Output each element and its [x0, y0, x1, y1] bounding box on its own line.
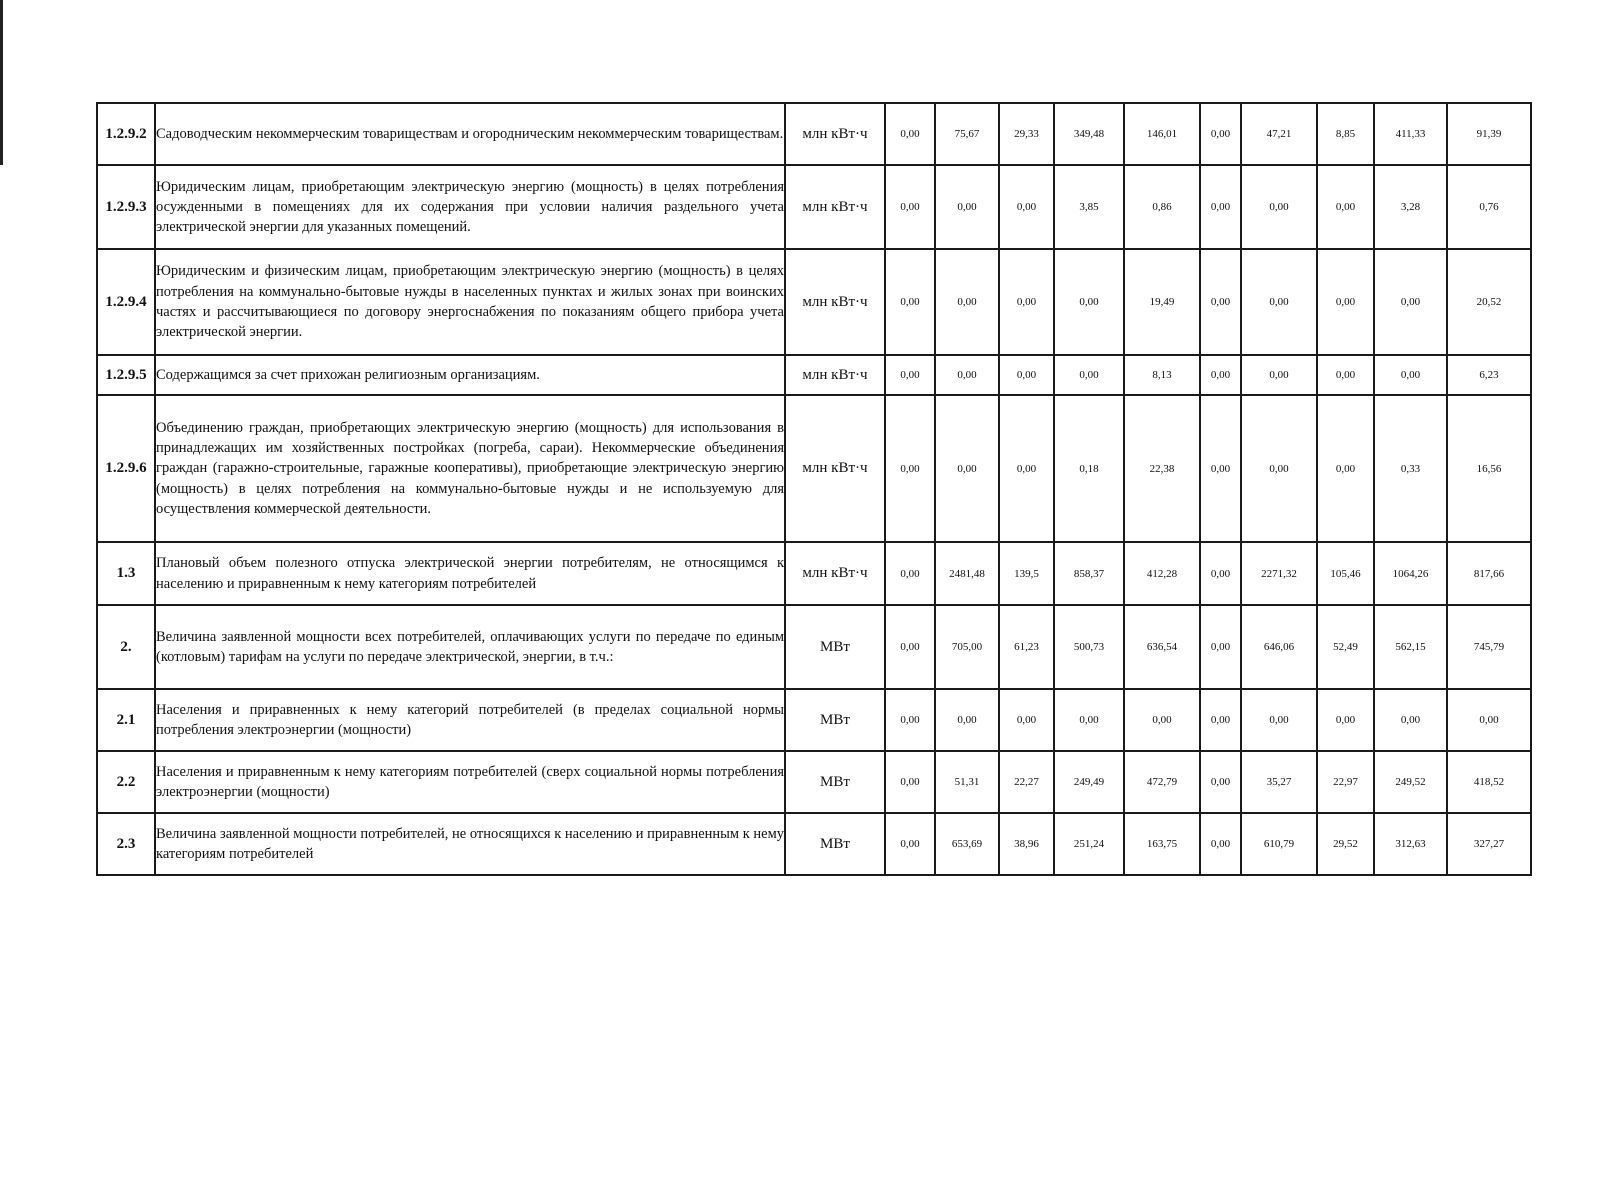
value-cell: 0,00 — [1241, 689, 1317, 751]
value-cell: 0,00 — [885, 813, 935, 875]
value-cell: 0,00 — [935, 249, 999, 355]
value-cell: 0,00 — [1200, 542, 1241, 605]
row-description: Плановый объем полезного отпуска электрической энергии потребителям, не относящимся к населению и приравненным к нему категориям потребителей — [155, 542, 785, 605]
value-cell: 61,23 — [999, 605, 1054, 689]
table-row — [97, 249, 1531, 355]
value-cell: 0,00 — [935, 395, 999, 542]
value-cell: 312,63 — [1374, 813, 1447, 875]
value-cell: 0,00 — [999, 395, 1054, 542]
row-number: 1.2.9.4 — [97, 249, 155, 355]
value-cell: 22,27 — [999, 751, 1054, 813]
table-row — [97, 605, 1531, 689]
value-cell: 0,00 — [999, 355, 1054, 395]
value-cell: 0,00 — [999, 249, 1054, 355]
value-cell: 52,49 — [1317, 605, 1374, 689]
value-cell: 610,79 — [1241, 813, 1317, 875]
row-description: Величина заявленной мощности потребителей, не относящихся к населению и приравненным к нему категориям потребителей — [155, 813, 785, 875]
value-cell: 562,15 — [1374, 605, 1447, 689]
value-cell: 0,18 — [1054, 395, 1124, 542]
value-cell: 817,66 — [1447, 542, 1531, 605]
row-unit: МВт — [785, 813, 885, 875]
value-cell: 0,00 — [1317, 355, 1374, 395]
value-cell: 139,5 — [999, 542, 1054, 605]
value-cell: 0,00 — [885, 689, 935, 751]
value-cell: 0,00 — [1200, 813, 1241, 875]
value-cell: 8,85 — [1317, 103, 1374, 165]
value-cell: 249,49 — [1054, 751, 1124, 813]
value-cell: 3,85 — [1054, 165, 1124, 249]
row-description: Садоводческим некоммерческим товариществам и огородническим некоммерческим товариществам. — [155, 103, 785, 165]
value-cell: 0,00 — [935, 165, 999, 249]
value-cell: 1064,26 — [1374, 542, 1447, 605]
value-cell: 20,52 — [1447, 249, 1531, 355]
value-cell: 0,00 — [1200, 395, 1241, 542]
value-cell: 29,52 — [1317, 813, 1374, 875]
row-unit: млн кВт·ч — [785, 542, 885, 605]
table-row — [97, 751, 1531, 813]
value-cell: 0,00 — [1200, 165, 1241, 249]
value-cell: 0,00 — [1374, 249, 1447, 355]
value-cell: 0,00 — [1054, 689, 1124, 751]
value-cell: 0,00 — [999, 165, 1054, 249]
value-cell: 146,01 — [1124, 103, 1200, 165]
value-cell: 0,00 — [885, 542, 935, 605]
row-unit: млн кВт·ч — [785, 395, 885, 542]
value-cell: 0,76 — [1447, 165, 1531, 249]
value-cell: 2271,32 — [1241, 542, 1317, 605]
value-cell: 0,00 — [1200, 605, 1241, 689]
value-cell: 249,52 — [1374, 751, 1447, 813]
value-cell: 858,37 — [1054, 542, 1124, 605]
value-cell: 16,56 — [1447, 395, 1531, 542]
value-cell: 75,67 — [935, 103, 999, 165]
row-number: 2.2 — [97, 751, 155, 813]
value-cell: 163,75 — [1124, 813, 1200, 875]
value-cell: 636,54 — [1124, 605, 1200, 689]
value-cell: 653,69 — [935, 813, 999, 875]
row-description: Юридическим и физическим лицам, приобретающим электрическую энергию (мощность) в целях потребления на коммунально-бытовые нужды в населенных пунктах и жилых зонах при воинских частях и рассчитывающиеся по договору энергоснабжения по показаниям общего прибора учета электрической энергии. — [155, 249, 785, 355]
table-row — [97, 355, 1531, 395]
value-cell: 8,13 — [1124, 355, 1200, 395]
value-cell: 6,23 — [1447, 355, 1531, 395]
value-cell: 327,27 — [1447, 813, 1531, 875]
value-cell: 0,00 — [1200, 689, 1241, 751]
value-cell: 0,00 — [1200, 103, 1241, 165]
row-unit: млн кВт·ч — [785, 103, 885, 165]
table-row — [97, 689, 1531, 751]
table-row — [97, 813, 1531, 875]
row-description: Населения и приравненным к нему категориям потребителей (сверх социальной нормы потребления электроэнергии (мощности) — [155, 751, 785, 813]
row-number: 2.3 — [97, 813, 155, 875]
value-cell: 745,79 — [1447, 605, 1531, 689]
row-unit: млн кВт·ч — [785, 249, 885, 355]
value-cell: 0,00 — [1447, 689, 1531, 751]
value-cell: 0,00 — [1200, 249, 1241, 355]
value-cell: 705,00 — [935, 605, 999, 689]
value-cell: 0,00 — [935, 689, 999, 751]
row-number: 1.2.9.2 — [97, 103, 155, 165]
row-number: 1.2.9.5 — [97, 355, 155, 395]
value-cell: 0,00 — [935, 355, 999, 395]
value-cell: 0,00 — [885, 165, 935, 249]
value-cell: 0,00 — [885, 605, 935, 689]
value-cell: 0,00 — [885, 355, 935, 395]
row-description: Содержащимся за счет прихожан религиозным организациям. — [155, 355, 785, 395]
value-cell: 0,00 — [999, 689, 1054, 751]
row-description: Величина заявленной мощности всех потребителей, оплачивающих услуги по передаче по единым (котловым) тарифам на услуги по передаче электрической, энергии, в т.ч.: — [155, 605, 785, 689]
value-cell: 29,33 — [999, 103, 1054, 165]
row-unit: МВт — [785, 605, 885, 689]
row-number: 2.1 — [97, 689, 155, 751]
value-cell: 0,00 — [1200, 355, 1241, 395]
value-cell: 0,00 — [1317, 689, 1374, 751]
value-cell: 0,00 — [1124, 689, 1200, 751]
value-cell: 0,00 — [1241, 355, 1317, 395]
value-cell: 22,38 — [1124, 395, 1200, 542]
value-cell: 0,00 — [1241, 249, 1317, 355]
table-row — [97, 395, 1531, 542]
value-cell: 35,27 — [1241, 751, 1317, 813]
value-cell: 0,00 — [1374, 355, 1447, 395]
value-cell: 0,00 — [885, 249, 935, 355]
value-cell: 0,00 — [1054, 355, 1124, 395]
value-cell: 0,00 — [1054, 249, 1124, 355]
table-row — [97, 542, 1531, 605]
row-unit: МВт — [785, 689, 885, 751]
value-cell: 22,97 — [1317, 751, 1374, 813]
value-cell: 349,48 — [1054, 103, 1124, 165]
value-cell: 0,00 — [1241, 165, 1317, 249]
value-cell: 0,33 — [1374, 395, 1447, 542]
row-number: 1.2.9.6 — [97, 395, 155, 542]
value-cell: 0,00 — [1317, 395, 1374, 542]
value-cell: 0,00 — [1317, 165, 1374, 249]
value-cell: 91,39 — [1447, 103, 1531, 165]
value-cell: 0,00 — [1241, 395, 1317, 542]
value-cell: 0,00 — [885, 751, 935, 813]
tariff-table — [96, 102, 1532, 876]
scan-edge-mark — [0, 0, 3, 165]
row-number: 1.2.9.3 — [97, 165, 155, 249]
table-row — [97, 103, 1531, 165]
row-number: 1.3 — [97, 542, 155, 605]
row-description: Юридическим лицам, приобретающим электрическую энергию (мощность) в целях потребления осужденными в помещениях для их содержания при условии наличия раздельного учета электрической энергии для указанных помещений. — [155, 165, 785, 249]
value-cell: 3,28 — [1374, 165, 1447, 249]
value-cell: 500,73 — [1054, 605, 1124, 689]
value-cell: 0,00 — [885, 103, 935, 165]
value-cell: 19,49 — [1124, 249, 1200, 355]
row-unit: млн кВт·ч — [785, 165, 885, 249]
value-cell: 105,46 — [1317, 542, 1374, 605]
row-unit: МВт — [785, 751, 885, 813]
row-unit: млн кВт·ч — [785, 355, 885, 395]
row-description: Объединению граждан, приобретающих электрическую энергию (мощность) для использования в принадлежащих им хозяйственных постройках (погреба, сараи). Некоммерческие объединения граждан (гаражно-строительные, гаражные кооперативы), приобретающие электрическую энергию (мощность) в целях потребления на коммунально-бытовые нужды и не используемую для осуществления коммерческой деятельности. — [155, 395, 785, 542]
value-cell: 0,00 — [885, 395, 935, 542]
value-cell: 646,06 — [1241, 605, 1317, 689]
value-cell: 51,31 — [935, 751, 999, 813]
value-cell: 2481,48 — [935, 542, 999, 605]
value-cell: 472,79 — [1124, 751, 1200, 813]
value-cell: 0,00 — [1200, 751, 1241, 813]
value-cell: 251,24 — [1054, 813, 1124, 875]
value-cell: 0,86 — [1124, 165, 1200, 249]
value-cell: 0,00 — [1317, 249, 1374, 355]
row-description: Населения и приравненных к нему категорий потребителей (в пределах социальной нормы потребления электроэнергии (мощности) — [155, 689, 785, 751]
value-cell: 47,21 — [1241, 103, 1317, 165]
value-cell: 411,33 — [1374, 103, 1447, 165]
value-cell: 38,96 — [999, 813, 1054, 875]
value-cell: 418,52 — [1447, 751, 1531, 813]
table-row — [97, 165, 1531, 249]
row-number: 2. — [97, 605, 155, 689]
value-cell: 0,00 — [1374, 689, 1447, 751]
value-cell: 412,28 — [1124, 542, 1200, 605]
